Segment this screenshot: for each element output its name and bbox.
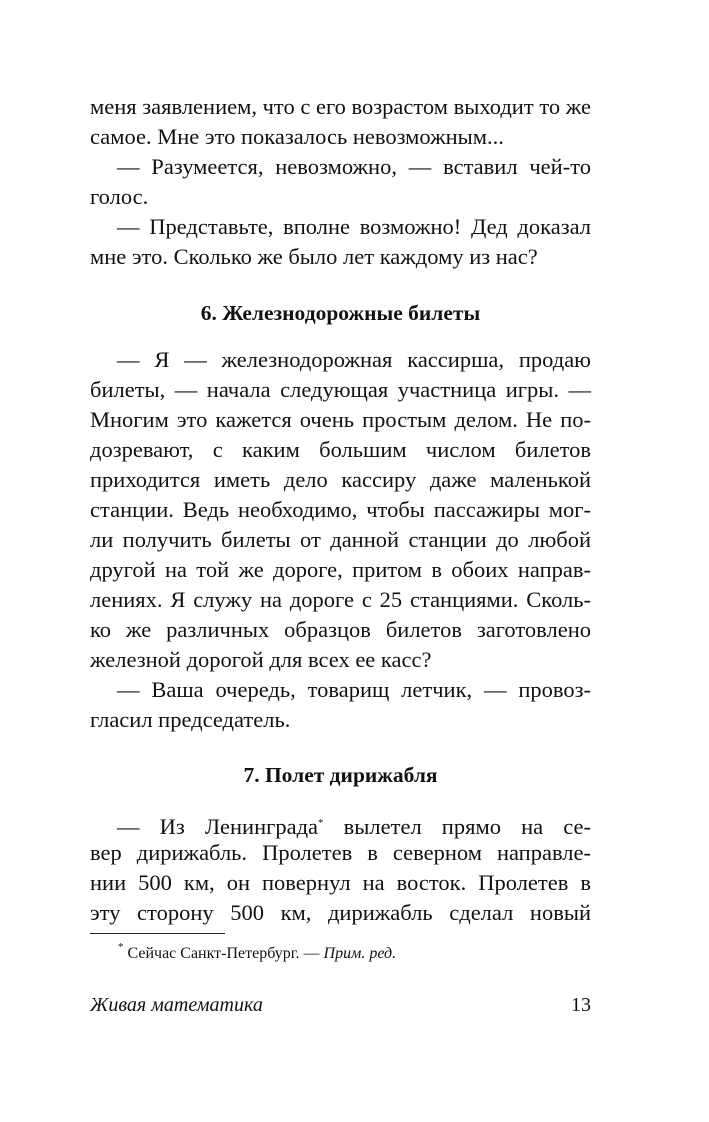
text-line: мне это. Сколько же было лет каждому из нас? <box>90 244 538 269</box>
text-line: нии 500 км, он повернул на восток. Пролетев в <box>90 870 591 895</box>
text-line: станции. Ведь необходимо, чтобы пассажиры мог- <box>90 497 591 522</box>
text-line: меня заявлением, что с его возрастом выходит то же <box>90 94 591 119</box>
text-line: самое. Мне это показалось невозможным... <box>90 124 504 149</box>
text-line: — Я — железнодорожная кассирша, продаю <box>117 347 591 372</box>
text-line: гласил председатель. <box>90 707 291 732</box>
section-heading: 6. Железнодорожные билеты <box>200 301 481 325</box>
running-title: Живая математика <box>90 994 263 1016</box>
text-line: приходится иметь дело кассиру даже маленькой <box>90 467 591 492</box>
text-line: железной дорогой для всех ее касс? <box>90 647 432 672</box>
text-line: лениях. Я служу на дороге с 25 станциями. Сколь- <box>90 587 591 612</box>
footnote-editor-note: Прим. ред. <box>323 945 397 962</box>
text-line <box>117 808 591 842</box>
text-line: дозревают, с каким большим числом билетов <box>90 437 591 462</box>
footnote-reference[interactable]: * <box>318 817 324 829</box>
text-line: — Ваша очередь, товарищ летчик, — провоз- <box>117 677 591 702</box>
footnote <box>118 936 396 965</box>
footnote-mark: * <box>118 941 124 953</box>
section-heading: 7. Полет дирижабля <box>243 763 438 787</box>
page-number: 13 <box>571 994 591 1016</box>
text-fragment: вылетел прямо на се- <box>323 814 591 839</box>
text-fragment: — Из Ленинграда <box>117 814 319 839</box>
text-line: другой на той же дороге, притом в обоих направ- <box>90 557 591 582</box>
text-line: — Разумеется, невозможно, — вставил чей-то <box>117 154 591 179</box>
text-line: — Представьте, вполне возможно! Дед доказал <box>117 214 591 239</box>
text-line: эту сторону 500 км, дирижабль сделал новый <box>90 900 591 925</box>
text-line: вер дирижабль. Пролетев в северном направле- <box>90 840 591 865</box>
text-line: ли получить билеты от данной станции до любой <box>90 527 591 552</box>
text-line: ко же различных образцов билетов заготовлено <box>90 617 591 642</box>
footnote-text: Сейчас Санкт-Петербург. — <box>123 945 324 962</box>
footnote-divider <box>90 933 225 934</box>
text-line: билеты, — начала следующая участница игры. — <box>90 377 591 402</box>
text-line: Многим это кажется очень простым делом. Не по- <box>90 407 591 432</box>
text-line: голос. <box>90 184 149 209</box>
